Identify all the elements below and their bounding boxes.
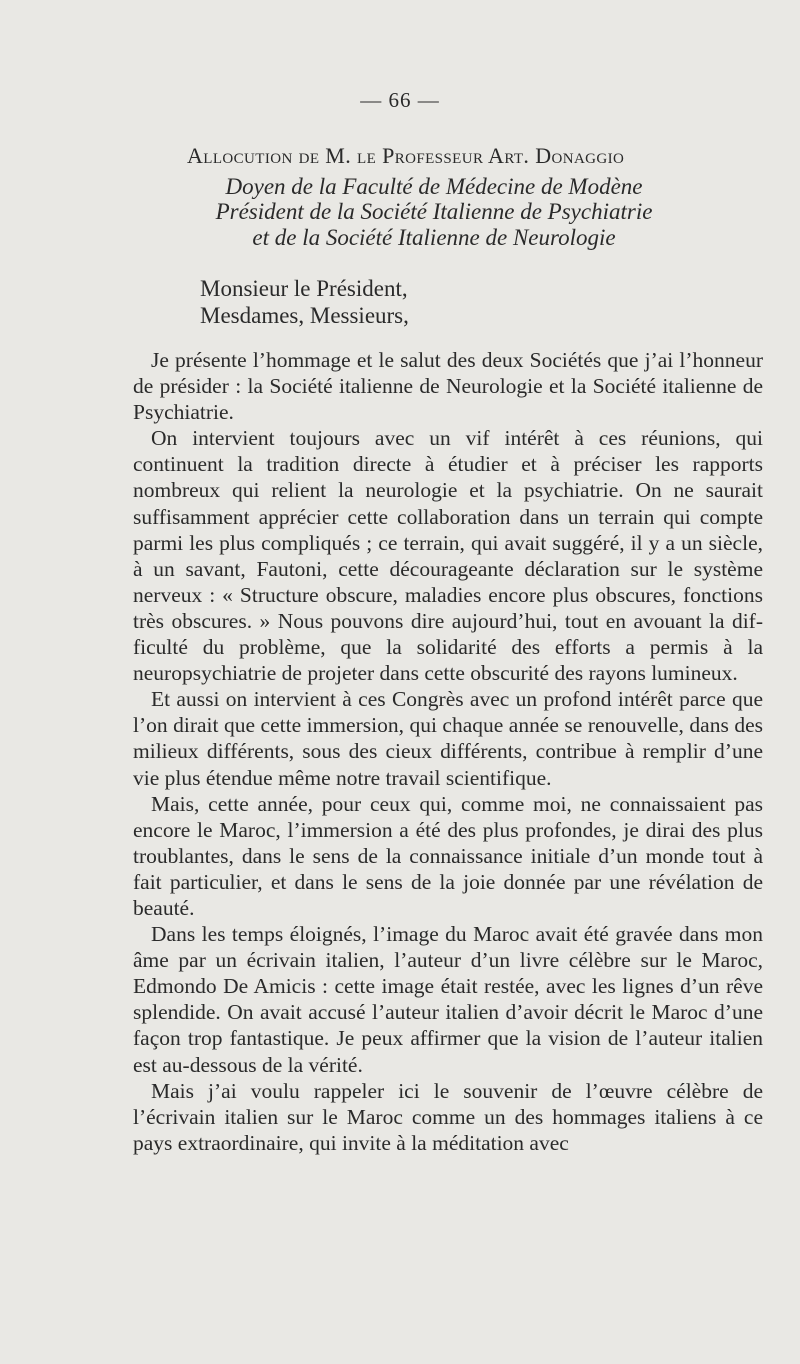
speaker-role-line-1: Doyen de la Faculté de Médecine de Modène (225, 174, 643, 199)
page-number: — 66 — (360, 88, 440, 112)
salutation-line-1: Monsieur le Président, (200, 276, 408, 301)
speech-title: Allocution de M. le Professeur Art. Donaggio (187, 143, 625, 168)
speech-body (133, 347, 763, 1156)
paragraph: Mais j’ai voulu rappeler ici le souvenir de l’œuvre célèbre de l’écrivain italien sur le Maroc comme un des hommages italiens à ce pays extraordinaire, qui invite à la méditation avec (133, 1078, 763, 1155)
salutation-line-2: Mesdames, Messieurs, (200, 303, 409, 328)
speaker-role-line-3: et de la Société Italienne de Neurologie (252, 225, 616, 250)
paragraph: Mais, cette année, pour ceux qui, comme moi, ne connaissaient pas encore le Maroc, l’immersion a été des plus profondes, je dirai des plus troublantes, dans le sens de la connaissance initiale d’un monde tout à fait particulier, et dans le sens de la joie donnée par une révélation de beauté. (133, 791, 763, 920)
paragraph: On intervient toujours avec un vif intérêt à ces réunions, qui continuent la tradition directe à étudier et à préciser les rapports nombreux qui relient la neurologie et la psychiatrie. On ne saurait suffisamment apprécier cette collaboration dans un terrain qui compte parmi les plus compliqués ; ce terrain, qui avait suggéré, il y a un siècle, à un savant, Fautoni, cette décourageante déclaration sur le système nerveux : « Structure obscure, maladies encore plus obscures, fonctions très obscures. » Nous pouvons dire aujourd’hui, tout en avouant la difficulté du problème, que la solidarité des efforts a permis à la neuropsychiatrie de projeter dans cette obscurité des rayons lumineux. (133, 426, 763, 686)
paragraph: Et aussi on intervient à ces Congrès avec un profond intérêt parce que l’on dirait que cette immersion, qui chaque année se renouvelle, dans des milieux différents, sous des cieux différents, contribue à remplir d’une vie plus étendue même notre travail scientifique. (133, 687, 763, 790)
paragraph: Je présente l’hommage et le salut des deux Sociétés que j’ai l’honneur de présider : la Société italienne de Neurologie et la Société italienne de Psychiatrie. (133, 348, 763, 425)
speaker-role-line-2: Président de la Société Italienne de Psychiatrie (215, 199, 653, 224)
paragraph: Dans les temps éloignés, l’image du Maroc avait été gravée dans mon âme par un écrivain italien, l’auteur d’un livre célèbre sur le Maroc, Edmondo De Amicis : cette image était restée, avec les lignes d’un rêve splendide. On avait accusé l’auteur italien d’avoir décrit le Maroc d’une façon trop fantastique. Je peux affirmer que la vision de l’auteur italien est au-dessous de la vérité. (133, 922, 763, 1077)
